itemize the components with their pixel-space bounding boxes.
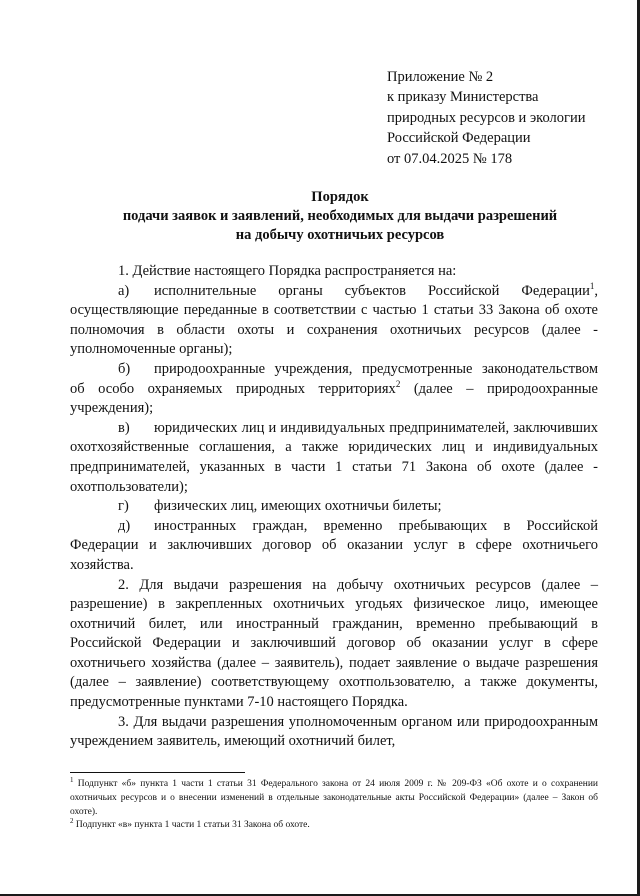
- appendix-line: от 07.04.2025 № 178: [387, 150, 513, 167]
- footnote-number: 2: [70, 817, 74, 826]
- subclause-marker: в): [118, 419, 130, 436]
- footnote-divider: [70, 772, 245, 773]
- document-title: [70, 188, 610, 245]
- subclause-g-text: физических лиц, имеющих охотничьи билеты;: [154, 498, 442, 515]
- subclause-v-text: юридических лиц и индивидуальных предпринимателей, заключивших охотхозяйственные соглашения, а также юридических лиц и индивидуальных предпринимателей, указанных в части 1 статьи 71 Закона об охоте (далее - охотпользователи);: [70, 419, 598, 495]
- subclause-b-text: природоохранные учреждения, предусмотренные законодательством об особо охраняемых природных территориях: [70, 360, 598, 397]
- title-line-3: на добычу охотничьих ресурсов: [235, 227, 445, 243]
- document-body: [70, 262, 598, 752]
- footnote-2: [70, 819, 598, 833]
- subclause-d: [70, 517, 598, 576]
- appendix-line: к приказу Министерства: [387, 89, 539, 106]
- clause-2: 2. Для выдачи разрешения на добычу охотничьих ресурсов (далее – разрешение) в закрепленных охотничьих угодьях физическое лицо, имеющее охотничий билет, или иностранный гражданин, временно пребывающий в Российской Федерации и заключивший договор об оказании услуг в сфере охотничьего хозяйства (далее – заявитель), подает заявление о выдаче разрешения (далее – заявление) соответствующему охотпользователю, а также документы, предусмотренные пунктами 7-10 настоящего Порядка.: [70, 576, 598, 711]
- footnote-text: Подпункт «б» пункта 1 части 1 статьи 31 Федерального закона от 24 июля 2009 г. № 209-ФЗ «Об охоте и о сохранении охотничьих ресурсов и о внесении изменений в отдельные законодательные акты Российской Федерации» (далее – Закон об охоте).: [70, 779, 598, 817]
- appendix-line: природных ресурсов и экологии: [387, 109, 586, 126]
- subclause-marker: а): [118, 282, 130, 299]
- subclause-a: [70, 282, 598, 360]
- appendix-line: Приложение № 2: [387, 69, 494, 85]
- subclause-a-text-cont: , осуществляющие переданные в соответствии с частью 1 статьи 33 Закона об охоте полномочия в области охоты и сохранения охотничьих ресурсов (далее - уполномоченные органы);: [70, 282, 598, 358]
- appendix-line: Российской Федерации: [387, 130, 531, 147]
- footnote-ref-1[interactable]: 1: [589, 280, 595, 291]
- subclause-v: [70, 419, 598, 497]
- title-line-1: Порядок: [311, 189, 369, 205]
- subclause-a-text: исполнительные органы субъектов Российской Федерации: [154, 282, 590, 299]
- footnote-1: [70, 775, 598, 819]
- subclause-g: [70, 497, 598, 517]
- footnote-text: Подпункт «в» пункта 1 части 1 статьи 31 Закона об охоте.: [73, 820, 310, 831]
- footnote-number: 1: [70, 775, 74, 784]
- subclause-b-text-cont: (далее – природоохранные учреждения);: [70, 380, 598, 417]
- subclause-d-text: иностранных граждан, временно пребывающих в Российской Федерации и заключивших договор об оказании услуг в сфере охотничьего хозяйства.: [70, 517, 598, 573]
- footnotes: [70, 775, 598, 833]
- subclause-b: [70, 360, 598, 419]
- subclause-marker: г): [118, 498, 129, 515]
- clause-3: 3. Для выдачи разрешения уполномоченным органом или природоохранным учреждением заявитель, имеющий охотничий билет,: [70, 713, 598, 750]
- title-line-2: подачи заявок и заявлений, необходимых для выдачи разрешений: [122, 208, 558, 224]
- subclause-marker: д): [118, 517, 131, 534]
- clause-1: 1. Действие настоящего Порядка распространяется на:: [118, 263, 457, 279]
- appendix-header: [387, 67, 585, 169]
- subclause-marker: б): [118, 360, 131, 377]
- footnote-ref-2[interactable]: 2: [395, 378, 401, 389]
